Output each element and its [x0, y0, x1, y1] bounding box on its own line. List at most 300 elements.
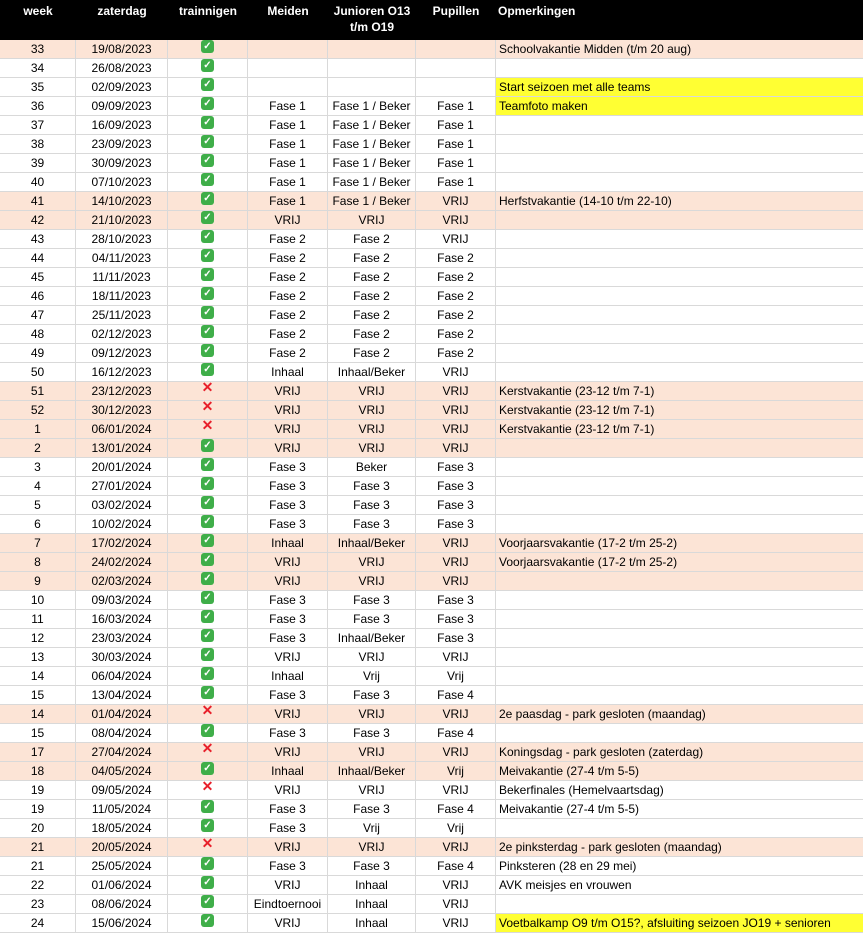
- meiden-cell[interactable]: Fase 1: [248, 154, 328, 172]
- pupillen-cell[interactable]: VRIJ: [416, 401, 496, 419]
- meiden-cell[interactable]: Fase 3: [248, 496, 328, 514]
- table-row[interactable]: [0, 743, 863, 762]
- table-row[interactable]: [0, 439, 863, 458]
- date-cell[interactable]: 24/02/2024: [76, 553, 168, 571]
- date-cell[interactable]: 09/05/2024: [76, 781, 168, 799]
- junioren-cell[interactable]: Inhaal/Beker: [328, 363, 416, 381]
- training-cell[interactable]: [168, 439, 248, 457]
- week-cell[interactable]: 51: [0, 382, 76, 400]
- date-cell[interactable]: 09/12/2023: [76, 344, 168, 362]
- week-cell[interactable]: 24: [0, 914, 76, 932]
- date-cell[interactable]: 23/12/2023: [76, 382, 168, 400]
- date-cell[interactable]: 03/02/2024: [76, 496, 168, 514]
- opmerkingen-cell[interactable]: Teamfoto maken: [496, 97, 863, 115]
- opmerkingen-cell[interactable]: [496, 135, 863, 153]
- week-cell[interactable]: 14: [0, 705, 76, 723]
- opmerkingen-cell[interactable]: [496, 249, 863, 267]
- meiden-cell[interactable]: Fase 3: [248, 458, 328, 476]
- junioren-cell[interactable]: Beker: [328, 458, 416, 476]
- training-cell[interactable]: [168, 705, 248, 723]
- junioren-cell[interactable]: VRIJ: [328, 648, 416, 666]
- training-cell[interactable]: [168, 667, 248, 685]
- training-cell[interactable]: [168, 895, 248, 913]
- training-cell[interactable]: [168, 477, 248, 495]
- date-cell[interactable]: 18/05/2024: [76, 819, 168, 837]
- opmerkingen-cell[interactable]: [496, 515, 863, 533]
- week-cell[interactable]: 10: [0, 591, 76, 609]
- training-cell[interactable]: [168, 40, 248, 58]
- pupillen-cell[interactable]: Fase 3: [416, 610, 496, 628]
- week-cell[interactable]: 49: [0, 344, 76, 362]
- training-cell[interactable]: [168, 781, 248, 799]
- training-cell[interactable]: [168, 78, 248, 96]
- junioren-cell[interactable]: VRIJ: [328, 382, 416, 400]
- pupillen-cell[interactable]: VRIJ: [416, 895, 496, 913]
- date-cell[interactable]: 23/03/2024: [76, 629, 168, 647]
- meiden-cell[interactable]: VRIJ: [248, 705, 328, 723]
- meiden-cell[interactable]: VRIJ: [248, 743, 328, 761]
- junioren-cell[interactable]: Fase 3: [328, 686, 416, 704]
- meiden-cell[interactable]: VRIJ: [248, 876, 328, 894]
- meiden-cell[interactable]: Fase 3: [248, 610, 328, 628]
- training-cell[interactable]: [168, 572, 248, 590]
- date-cell[interactable]: 08/06/2024: [76, 895, 168, 913]
- pupillen-cell[interactable]: VRIJ: [416, 743, 496, 761]
- date-cell[interactable]: 11/05/2024: [76, 800, 168, 818]
- training-cell[interactable]: [168, 629, 248, 647]
- junioren-cell[interactable]: VRIJ: [328, 838, 416, 856]
- table-row[interactable]: [0, 40, 863, 59]
- date-cell[interactable]: 23/09/2023: [76, 135, 168, 153]
- table-row[interactable]: [0, 781, 863, 800]
- table-row[interactable]: [0, 838, 863, 857]
- pupillen-cell[interactable]: [416, 78, 496, 96]
- week-cell[interactable]: 15: [0, 724, 76, 742]
- opmerkingen-cell[interactable]: [496, 230, 863, 248]
- table-row[interactable]: [0, 515, 863, 534]
- pupillen-cell[interactable]: Fase 1: [416, 173, 496, 191]
- meiden-cell[interactable]: [248, 40, 328, 58]
- date-cell[interactable]: 02/12/2023: [76, 325, 168, 343]
- opmerkingen-cell[interactable]: [496, 325, 863, 343]
- table-row[interactable]: [0, 306, 863, 325]
- date-cell[interactable]: 30/12/2023: [76, 401, 168, 419]
- date-cell[interactable]: 21/10/2023: [76, 211, 168, 229]
- table-row[interactable]: [0, 116, 863, 135]
- table-row[interactable]: [0, 268, 863, 287]
- week-cell[interactable]: 6: [0, 515, 76, 533]
- training-cell[interactable]: [168, 838, 248, 856]
- date-cell[interactable]: 30/03/2024: [76, 648, 168, 666]
- training-cell[interactable]: [168, 876, 248, 894]
- date-cell[interactable]: 04/05/2024: [76, 762, 168, 780]
- table-row[interactable]: [0, 895, 863, 914]
- date-cell[interactable]: 17/02/2024: [76, 534, 168, 552]
- pupillen-cell[interactable]: VRIJ: [416, 553, 496, 571]
- table-row[interactable]: [0, 249, 863, 268]
- table-row[interactable]: [0, 629, 863, 648]
- training-cell[interactable]: [168, 325, 248, 343]
- opmerkingen-cell[interactable]: [496, 686, 863, 704]
- table-row[interactable]: [0, 458, 863, 477]
- table-row[interactable]: [0, 477, 863, 496]
- junioren-cell[interactable]: Inhaal/Beker: [328, 534, 416, 552]
- pupillen-cell[interactable]: Fase 3: [416, 629, 496, 647]
- date-cell[interactable]: 02/03/2024: [76, 572, 168, 590]
- training-cell[interactable]: [168, 59, 248, 77]
- week-cell[interactable]: 19: [0, 800, 76, 818]
- date-cell[interactable]: 01/04/2024: [76, 705, 168, 723]
- table-row[interactable]: [0, 173, 863, 192]
- meiden-cell[interactable]: Fase 2: [248, 230, 328, 248]
- training-cell[interactable]: [168, 287, 248, 305]
- week-cell[interactable]: 18: [0, 762, 76, 780]
- training-cell[interactable]: [168, 610, 248, 628]
- table-row[interactable]: [0, 553, 863, 572]
- training-cell[interactable]: [168, 648, 248, 666]
- junioren-cell[interactable]: VRIJ: [328, 553, 416, 571]
- junioren-cell[interactable]: VRIJ: [328, 420, 416, 438]
- pupillen-cell[interactable]: Fase 1: [416, 154, 496, 172]
- junioren-cell[interactable]: Fase 2: [328, 325, 416, 343]
- opmerkingen-cell[interactable]: [496, 591, 863, 609]
- junioren-cell[interactable]: VRIJ: [328, 401, 416, 419]
- date-cell[interactable]: 07/10/2023: [76, 173, 168, 191]
- training-cell[interactable]: [168, 249, 248, 267]
- training-cell[interactable]: [168, 154, 248, 172]
- junioren-cell[interactable]: Fase 2: [328, 230, 416, 248]
- week-cell[interactable]: 43: [0, 230, 76, 248]
- week-cell[interactable]: 35: [0, 78, 76, 96]
- junioren-cell[interactable]: Fase 1 / Beker: [328, 135, 416, 153]
- training-cell[interactable]: [168, 344, 248, 362]
- table-row[interactable]: [0, 135, 863, 154]
- opmerkingen-cell[interactable]: Kerstvakantie (23-12 t/m 7-1): [499, 422, 655, 436]
- junioren-cell[interactable]: Fase 3: [328, 800, 416, 818]
- table-row[interactable]: [0, 914, 863, 933]
- opmerkingen-cell[interactable]: Voorjaarsvakantie (17-2 t/m 25-2): [499, 555, 678, 569]
- junioren-cell[interactable]: Fase 1 / Beker: [328, 173, 416, 191]
- pupillen-cell[interactable]: Fase 3: [416, 496, 496, 514]
- week-cell[interactable]: 20: [0, 819, 76, 837]
- opmerkingen-cell[interactable]: [496, 819, 863, 837]
- opmerkingen-cell[interactable]: Start seizoen met alle teams: [496, 78, 863, 96]
- junioren-cell[interactable]: Fase 3: [328, 496, 416, 514]
- week-cell[interactable]: 14: [0, 667, 76, 685]
- date-cell[interactable]: 20/01/2024: [76, 458, 168, 476]
- training-cell[interactable]: [168, 857, 248, 875]
- junioren-cell[interactable]: Fase 1 / Beker: [328, 116, 416, 134]
- week-cell[interactable]: 42: [0, 211, 76, 229]
- date-cell[interactable]: 16/12/2023: [76, 363, 168, 381]
- training-cell[interactable]: [168, 914, 248, 932]
- opmerkingen-cell[interactable]: [496, 439, 863, 457]
- date-cell[interactable]: 20/05/2024: [76, 838, 168, 856]
- week-cell[interactable]: 3: [0, 458, 76, 476]
- training-cell[interactable]: [168, 458, 248, 476]
- junioren-cell[interactable]: Inhaal/Beker: [328, 762, 416, 780]
- junioren-cell[interactable]: Fase 1 / Beker: [328, 154, 416, 172]
- week-cell[interactable]: 48: [0, 325, 76, 343]
- pupillen-cell[interactable]: Fase 4: [416, 686, 496, 704]
- date-cell[interactable]: 01/06/2024: [76, 876, 168, 894]
- pupillen-cell[interactable]: VRIJ: [416, 914, 496, 932]
- week-cell[interactable]: 15: [0, 686, 76, 704]
- opmerkingen-cell[interactable]: Voorjaarsvakantie (17-2 t/m 25-2): [499, 536, 678, 550]
- table-row[interactable]: [0, 230, 863, 249]
- opmerkingen-cell[interactable]: [496, 268, 863, 286]
- table-row[interactable]: [0, 496, 863, 515]
- opmerkingen-cell[interactable]: 2e paasdag - park gesloten (maandag): [499, 707, 706, 721]
- junioren-cell[interactable]: VRIJ: [328, 743, 416, 761]
- training-cell[interactable]: [168, 496, 248, 514]
- week-cell[interactable]: 12: [0, 629, 76, 647]
- table-row[interactable]: [0, 648, 863, 667]
- pupillen-cell[interactable]: Vrij: [416, 819, 496, 837]
- pupillen-cell[interactable]: VRIJ: [416, 781, 496, 799]
- training-cell[interactable]: [168, 686, 248, 704]
- week-cell[interactable]: 34: [0, 59, 76, 77]
- junioren-cell[interactable]: VRIJ: [328, 781, 416, 799]
- junioren-cell[interactable]: Vrij: [328, 819, 416, 837]
- week-cell[interactable]: 40: [0, 173, 76, 191]
- week-cell[interactable]: 23: [0, 895, 76, 913]
- week-cell[interactable]: 46: [0, 287, 76, 305]
- pupillen-cell[interactable]: [416, 40, 496, 58]
- date-cell[interactable]: 25/11/2023: [76, 306, 168, 324]
- date-cell[interactable]: 06/04/2024: [76, 667, 168, 685]
- pupillen-cell[interactable]: Fase 4: [416, 857, 496, 875]
- junioren-cell[interactable]: Fase 3: [328, 477, 416, 495]
- opmerkingen-cell[interactable]: AVK meisjes en vrouwen: [499, 878, 632, 892]
- training-cell[interactable]: [168, 116, 248, 134]
- table-row[interactable]: [0, 401, 863, 420]
- opmerkingen-cell[interactable]: [496, 363, 863, 381]
- pupillen-cell[interactable]: Fase 2: [416, 287, 496, 305]
- training-cell[interactable]: [168, 97, 248, 115]
- week-cell[interactable]: 17: [0, 743, 76, 761]
- pupillen-cell[interactable]: Fase 3: [416, 458, 496, 476]
- table-row[interactable]: [0, 667, 863, 686]
- pupillen-cell[interactable]: Fase 4: [416, 800, 496, 818]
- table-row[interactable]: [0, 154, 863, 173]
- pupillen-cell[interactable]: Fase 2: [416, 249, 496, 267]
- date-cell[interactable]: 26/08/2023: [76, 59, 168, 77]
- table-row[interactable]: [0, 591, 863, 610]
- week-cell[interactable]: 45: [0, 268, 76, 286]
- training-cell[interactable]: [168, 724, 248, 742]
- table-row[interactable]: [0, 78, 863, 97]
- meiden-cell[interactable]: VRIJ: [248, 838, 328, 856]
- table-row[interactable]: [0, 97, 863, 116]
- meiden-cell[interactable]: [248, 59, 328, 77]
- junioren-cell[interactable]: Vrij: [328, 667, 416, 685]
- opmerkingen-cell[interactable]: Meivakantie (27-4 t/m 5-5): [499, 802, 640, 816]
- opmerkingen-cell[interactable]: [496, 154, 863, 172]
- opmerkingen-cell[interactable]: [496, 477, 863, 495]
- junioren-cell[interactable]: Fase 2: [328, 287, 416, 305]
- opmerkingen-cell[interactable]: [496, 59, 863, 77]
- date-cell[interactable]: 09/09/2023: [76, 97, 168, 115]
- pupillen-cell[interactable]: Fase 2: [416, 268, 496, 286]
- training-cell[interactable]: [168, 135, 248, 153]
- pupillen-cell[interactable]: VRIJ: [416, 382, 496, 400]
- pupillen-cell[interactable]: Fase 2: [416, 325, 496, 343]
- table-row[interactable]: [0, 344, 863, 363]
- pupillen-cell[interactable]: Fase 3: [416, 591, 496, 609]
- week-cell[interactable]: 52: [0, 401, 76, 419]
- meiden-cell[interactable]: Fase 2: [248, 268, 328, 286]
- meiden-cell[interactable]: Fase 2: [248, 306, 328, 324]
- pupillen-cell[interactable]: VRIJ: [416, 439, 496, 457]
- pupillen-cell[interactable]: [416, 59, 496, 77]
- pupillen-cell[interactable]: VRIJ: [416, 876, 496, 894]
- meiden-cell[interactable]: Fase 3: [248, 515, 328, 533]
- date-cell[interactable]: 11/11/2023: [76, 268, 168, 286]
- opmerkingen-cell[interactable]: Herfstvakantie (14-10 t/m 22-10): [499, 194, 672, 208]
- junioren-cell[interactable]: VRIJ: [328, 572, 416, 590]
- pupillen-cell[interactable]: Fase 1: [416, 116, 496, 134]
- pupillen-cell[interactable]: VRIJ: [416, 534, 496, 552]
- junioren-cell[interactable]: Fase 2: [328, 306, 416, 324]
- date-cell[interactable]: 09/03/2024: [76, 591, 168, 609]
- table-row[interactable]: [0, 686, 863, 705]
- opmerkingen-cell[interactable]: [496, 306, 863, 324]
- opmerkingen-cell[interactable]: Bekerfinales (Hemelvaartsdag): [499, 783, 664, 797]
- pupillen-cell[interactable]: VRIJ: [416, 420, 496, 438]
- opmerkingen-cell[interactable]: [496, 572, 863, 590]
- opmerkingen-cell[interactable]: [496, 724, 863, 742]
- table-row[interactable]: [0, 534, 863, 553]
- week-cell[interactable]: 7: [0, 534, 76, 552]
- junioren-cell[interactable]: Fase 1 / Beker: [328, 97, 416, 115]
- junioren-cell[interactable]: [328, 78, 416, 96]
- opmerkingen-cell[interactable]: [496, 610, 863, 628]
- meiden-cell[interactable]: Fase 2: [248, 249, 328, 267]
- table-row[interactable]: [0, 287, 863, 306]
- week-cell[interactable]: 13: [0, 648, 76, 666]
- meiden-cell[interactable]: Eindtoernooi: [248, 895, 328, 913]
- training-cell[interactable]: [168, 553, 248, 571]
- date-cell[interactable]: 30/09/2023: [76, 154, 168, 172]
- opmerkingen-cell[interactable]: Kerstvakantie (23-12 t/m 7-1): [499, 384, 655, 398]
- meiden-cell[interactable]: Inhaal: [248, 534, 328, 552]
- opmerkingen-cell[interactable]: Koningsdag - park gesloten (zaterdag): [499, 745, 704, 759]
- meiden-cell[interactable]: Fase 3: [248, 857, 328, 875]
- week-cell[interactable]: 41: [0, 192, 76, 210]
- date-cell[interactable]: 16/03/2024: [76, 610, 168, 628]
- week-cell[interactable]: 44: [0, 249, 76, 267]
- table-row[interactable]: [0, 363, 863, 382]
- meiden-cell[interactable]: VRIJ: [248, 211, 328, 229]
- date-cell[interactable]: 16/09/2023: [76, 116, 168, 134]
- meiden-cell[interactable]: VRIJ: [248, 420, 328, 438]
- meiden-cell[interactable]: Fase 2: [248, 287, 328, 305]
- opmerkingen-cell[interactable]: [496, 648, 863, 666]
- date-cell[interactable]: 13/04/2024: [76, 686, 168, 704]
- week-cell[interactable]: 2: [0, 439, 76, 457]
- junioren-cell[interactable]: Inhaal: [328, 876, 416, 894]
- table-row[interactable]: [0, 382, 863, 401]
- table-row[interactable]: [0, 192, 863, 211]
- junioren-cell[interactable]: [328, 59, 416, 77]
- date-cell[interactable]: 27/01/2024: [76, 477, 168, 495]
- date-cell[interactable]: 02/09/2023: [76, 78, 168, 96]
- opmerkingen-cell[interactable]: Meivakantie (27-4 t/m 5-5): [499, 764, 640, 778]
- meiden-cell[interactable]: Fase 2: [248, 344, 328, 362]
- week-cell[interactable]: 21: [0, 857, 76, 875]
- training-cell[interactable]: [168, 800, 248, 818]
- date-cell[interactable]: 28/10/2023: [76, 230, 168, 248]
- meiden-cell[interactable]: Fase 1: [248, 192, 328, 210]
- junioren-cell[interactable]: Fase 3: [328, 591, 416, 609]
- pupillen-cell[interactable]: Vrij: [416, 667, 496, 685]
- opmerkingen-cell[interactable]: [496, 667, 863, 685]
- table-row[interactable]: [0, 59, 863, 78]
- training-cell[interactable]: [168, 211, 248, 229]
- training-cell[interactable]: [168, 230, 248, 248]
- date-cell[interactable]: 13/01/2024: [76, 439, 168, 457]
- meiden-cell[interactable]: Fase 3: [248, 477, 328, 495]
- pupillen-cell[interactable]: VRIJ: [416, 705, 496, 723]
- week-cell[interactable]: 5: [0, 496, 76, 514]
- pupillen-cell[interactable]: VRIJ: [416, 192, 496, 210]
- opmerkingen-cell[interactable]: Schoolvakantie Midden (t/m 20 aug): [499, 42, 692, 56]
- junioren-cell[interactable]: Fase 3: [328, 724, 416, 742]
- meiden-cell[interactable]: Fase 3: [248, 800, 328, 818]
- junioren-cell[interactable]: [328, 40, 416, 58]
- opmerkingen-cell[interactable]: [496, 496, 863, 514]
- training-cell[interactable]: [168, 534, 248, 552]
- week-cell[interactable]: 38: [0, 135, 76, 153]
- junioren-cell[interactable]: VRIJ: [328, 705, 416, 723]
- week-cell[interactable]: 22: [0, 876, 76, 894]
- meiden-cell[interactable]: Fase 1: [248, 135, 328, 153]
- junioren-cell[interactable]: Fase 2: [328, 344, 416, 362]
- opmerkingen-cell[interactable]: [496, 211, 863, 229]
- pupillen-cell[interactable]: VRIJ: [416, 230, 496, 248]
- meiden-cell[interactable]: VRIJ: [248, 648, 328, 666]
- training-cell[interactable]: [168, 192, 248, 210]
- opmerkingen-cell[interactable]: 2e pinksterdag - park gesloten (maandag): [499, 840, 722, 854]
- pupillen-cell[interactable]: Vrij: [416, 762, 496, 780]
- table-row[interactable]: [0, 857, 863, 876]
- opmerkingen-cell[interactable]: [496, 173, 863, 191]
- pupillen-cell[interactable]: Fase 2: [416, 306, 496, 324]
- training-cell[interactable]: [168, 401, 248, 419]
- training-cell[interactable]: [168, 268, 248, 286]
- meiden-cell[interactable]: Fase 3: [248, 629, 328, 647]
- date-cell[interactable]: 25/05/2024: [76, 857, 168, 875]
- pupillen-cell[interactable]: VRIJ: [416, 648, 496, 666]
- junioren-cell[interactable]: VRIJ: [328, 211, 416, 229]
- pupillen-cell[interactable]: VRIJ: [416, 572, 496, 590]
- meiden-cell[interactable]: Inhaal: [248, 667, 328, 685]
- date-cell[interactable]: 27/04/2024: [76, 743, 168, 761]
- week-cell[interactable]: 37: [0, 116, 76, 134]
- opmerkingen-cell[interactable]: [496, 895, 863, 913]
- pupillen-cell[interactable]: Fase 3: [416, 477, 496, 495]
- meiden-cell[interactable]: VRIJ: [248, 439, 328, 457]
- table-row[interactable]: [0, 610, 863, 629]
- date-cell[interactable]: 10/02/2024: [76, 515, 168, 533]
- meiden-cell[interactable]: VRIJ: [248, 553, 328, 571]
- pupillen-cell[interactable]: VRIJ: [416, 838, 496, 856]
- meiden-cell[interactable]: Fase 3: [248, 819, 328, 837]
- opmerkingen-cell[interactable]: [496, 344, 863, 362]
- week-cell[interactable]: 39: [0, 154, 76, 172]
- meiden-cell[interactable]: [248, 78, 328, 96]
